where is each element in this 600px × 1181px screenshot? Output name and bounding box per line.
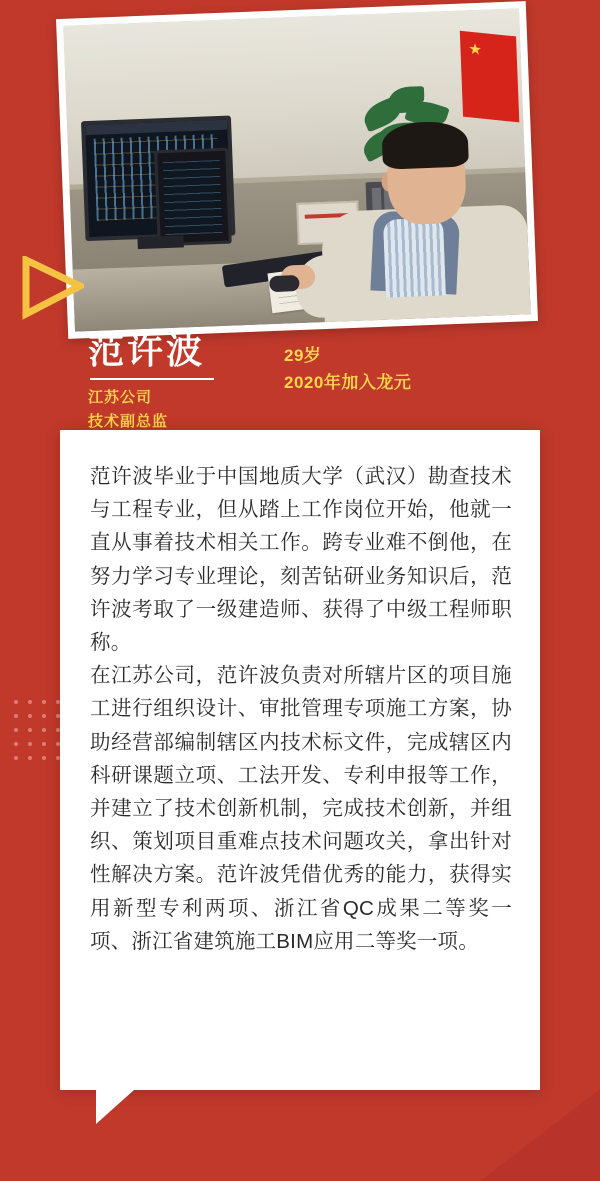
- dot: [28, 714, 32, 718]
- dot: [14, 756, 18, 760]
- dot: [28, 756, 32, 760]
- person-hair: [381, 120, 469, 169]
- flag-icon: [460, 31, 520, 123]
- mouse-icon: [269, 275, 300, 292]
- monitor-stand: [137, 235, 183, 249]
- dot: [14, 714, 18, 718]
- profile-photo-frame: [56, 1, 538, 339]
- dot: [42, 742, 46, 746]
- dot: [42, 714, 46, 718]
- dot: [28, 700, 32, 704]
- age-label: 29岁: [284, 346, 322, 365]
- dot: [28, 742, 32, 746]
- dot: [14, 728, 18, 732]
- article-card: [60, 430, 540, 1090]
- dot: [42, 756, 46, 760]
- profile-header: [88, 330, 508, 433]
- person-shirt: [383, 217, 446, 297]
- dot: [28, 728, 32, 732]
- profile-photo: [63, 8, 530, 331]
- article-paragraph-2: 在江苏公司，范许波负责对所辖片区的项目施工进行组织设计、审批管理专项施工方案，协助经营部编制辖区内技术标文件，完成辖区内科研课题立项、工法开发、专利申报等工作，并建立了技术创新机制，完成技术创新，并组织、策划项目重难点技术问题攻关，拿出针对性解决方案。范许波凭借优秀的能力，获得实用新型专利两项、浙江省QC成果二等奖一项、浙江省建筑施工BIM应用二等奖一项。: [90, 664, 512, 953]
- article-paragraph-1: 范许波毕业于中国地质大学（武汉）勘查技术与工程专业，但从踏上工作岗位开始，他就一直从事着技术相关工作。跨专业难不倒他，在努力学习专业理论，刻苦钻研业务知识后，范许波考取了一级建造师、获得了中级工程师职称。: [90, 465, 512, 655]
- dot: [42, 700, 46, 704]
- company-label: 江苏公司: [88, 389, 153, 407]
- corner-accent: [480, 1089, 600, 1181]
- profile-meta: [284, 342, 411, 396]
- join-year-label: 2020年加入龙元: [284, 373, 412, 393]
- dot: [42, 728, 46, 732]
- monitor-secondary: [154, 148, 232, 247]
- job-title-label: 技术副总监: [88, 412, 169, 430]
- dot: [14, 742, 18, 746]
- speech-bubble-tail: [96, 1090, 134, 1124]
- name-divider: [90, 378, 214, 380]
- dot: [14, 700, 18, 704]
- person-name: 范许波: [88, 330, 206, 371]
- article-body: [60, 430, 540, 958]
